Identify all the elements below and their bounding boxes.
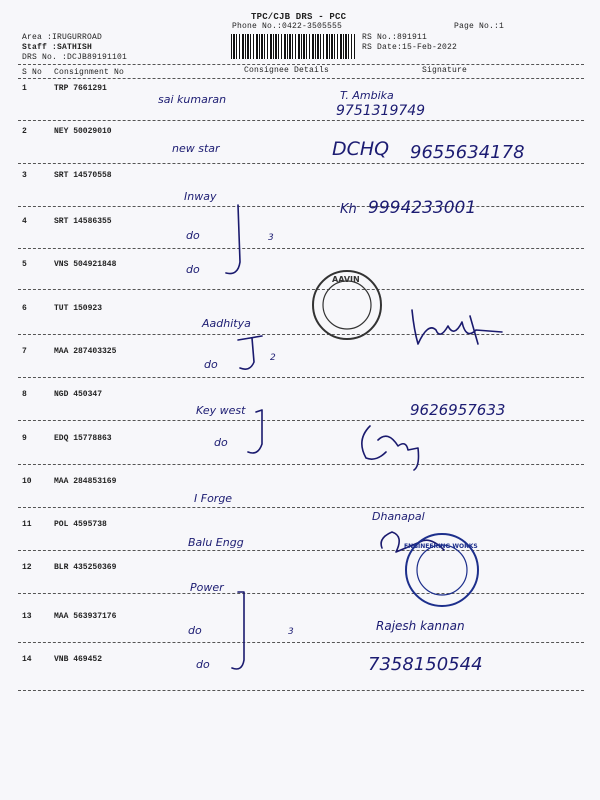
bracket-mark: [226, 205, 240, 274]
row-divider: [18, 507, 584, 508]
row-sno: 2: [22, 127, 27, 136]
row-consignment: SRT 14570558: [54, 171, 112, 180]
rs-date: RS Date:15-Feb-2022: [362, 43, 458, 52]
handwritten-consignee: sai kumaran: [158, 93, 227, 106]
header-divider: [18, 64, 584, 65]
row-sno: 6: [22, 304, 27, 313]
row-divider: [18, 464, 584, 465]
row-divider: [18, 690, 584, 691]
handwritten-phone: 9751319749: [336, 103, 426, 119]
column-header-consignment: Consignment No: [54, 68, 125, 77]
bracket-count: 3: [268, 233, 274, 243]
ditto-mark: do: [188, 624, 202, 637]
row-consignment: TUT 150923: [54, 304, 103, 313]
handwritten-consignee: Key west: [196, 404, 246, 417]
ditto-mark: do: [204, 358, 218, 371]
handwritten-signature: Kh: [340, 202, 357, 217]
row-consignment: MAA 563937176: [54, 612, 117, 621]
row-sno: 7: [22, 347, 27, 356]
row-divider: [18, 593, 584, 594]
handwritten-signature: [381, 532, 444, 552]
row-divider: [18, 377, 584, 378]
row-sno: 1: [22, 84, 27, 93]
handwritten-signature: DCHQ: [332, 138, 390, 160]
bracket-mark: [232, 592, 244, 669]
row-divider: [18, 206, 584, 207]
row-sno: 5: [22, 260, 27, 269]
ditto-mark: do: [186, 229, 200, 242]
handwritten-phone: 9655634178: [410, 142, 525, 163]
row-consignment: NGD 450347: [54, 390, 103, 399]
company-stamp: [313, 271, 381, 339]
row-consignment: VNS 504921848: [54, 260, 117, 269]
ditto-mark: do: [196, 658, 210, 671]
bracket-mark: [248, 410, 262, 453]
handwritten-phone: 7358150544: [368, 654, 483, 675]
handwritten-consignee: I Forge: [194, 492, 233, 505]
handwritten-phone: 9994233001: [368, 198, 477, 218]
column-header-consignee: Consignee Details: [244, 66, 330, 75]
row-consignment: MAA 287403325: [54, 347, 117, 356]
row-sno: 14: [22, 655, 32, 664]
row-sno: 13: [22, 612, 32, 621]
column-header-signature: Signature: [422, 66, 468, 75]
row-sno: 9: [22, 434, 27, 443]
handwritten-consignee: Power: [190, 581, 224, 594]
company-stamp: [404, 534, 478, 606]
row-divider: [18, 248, 584, 249]
handwritten-consignee: new star: [172, 142, 220, 155]
bracket-count: 3: [288, 627, 294, 637]
handwritten-consignee: Aadhitya: [202, 317, 251, 330]
drs-number: DRS No. :DCJB89191101: [22, 53, 128, 62]
row-consignment: SRT 14586355: [54, 217, 112, 226]
handwritten-signature: Rajesh kannan: [376, 619, 465, 633]
row-divider: [18, 550, 584, 551]
ditto-mark: do: [214, 436, 228, 449]
phone-number: Phone No.:0422-3505555: [232, 22, 343, 31]
row-sno: 4: [22, 217, 27, 226]
row-consignment: TRP 7661291: [54, 84, 107, 93]
row-consignment: POL 4595738: [54, 520, 107, 529]
row-consignment: EDQ 15778863: [54, 434, 112, 443]
barcode: [231, 34, 355, 59]
document-title: TPC/CJB DRS - PCC: [251, 12, 347, 22]
row-sno: 12: [22, 563, 32, 572]
row-divider: [18, 289, 584, 290]
row-divider: [18, 334, 584, 335]
row-sno: 3: [22, 171, 27, 180]
row-consignment: VNB 469452: [54, 655, 103, 664]
handwritten-consignee: Inway: [184, 190, 217, 203]
stamp-text: ENGINEERING WORKS: [404, 543, 478, 550]
row-divider: [18, 642, 584, 643]
row-sno: 8: [22, 390, 27, 399]
handwritten-signature: T. Ambika: [340, 89, 394, 102]
column-header-divider: [18, 78, 584, 79]
bracket-count: 2: [270, 353, 276, 363]
row-sno: 11: [22, 520, 32, 529]
row-divider: [18, 420, 584, 421]
handwritten-phone: 9626957633: [410, 401, 506, 419]
staff-label: Staff :SATHISH: [22, 43, 93, 52]
stamp-text: AAVIN: [332, 275, 360, 284]
row-divider: [18, 163, 584, 164]
rs-number: RS No.:891911: [362, 33, 428, 42]
area-label: Area :IRUGURROAD: [22, 33, 103, 42]
row-divider: [18, 120, 584, 121]
bracket-mark: [238, 336, 262, 369]
handwritten-signature: [412, 310, 502, 344]
handwritten-signature: Dhanapal: [372, 510, 425, 523]
row-consignment: MAA 284853169: [54, 477, 117, 486]
column-header-sno: S No: [22, 68, 43, 77]
row-consignment: BLR 435250369: [54, 563, 117, 572]
row-consignment: NEY 50029010: [54, 127, 112, 136]
handwritten-consignee: Balu Engg: [188, 536, 244, 549]
page-number: Page No.:1: [454, 22, 505, 31]
row-sno: 10: [22, 477, 32, 486]
ditto-mark: do: [186, 263, 200, 276]
